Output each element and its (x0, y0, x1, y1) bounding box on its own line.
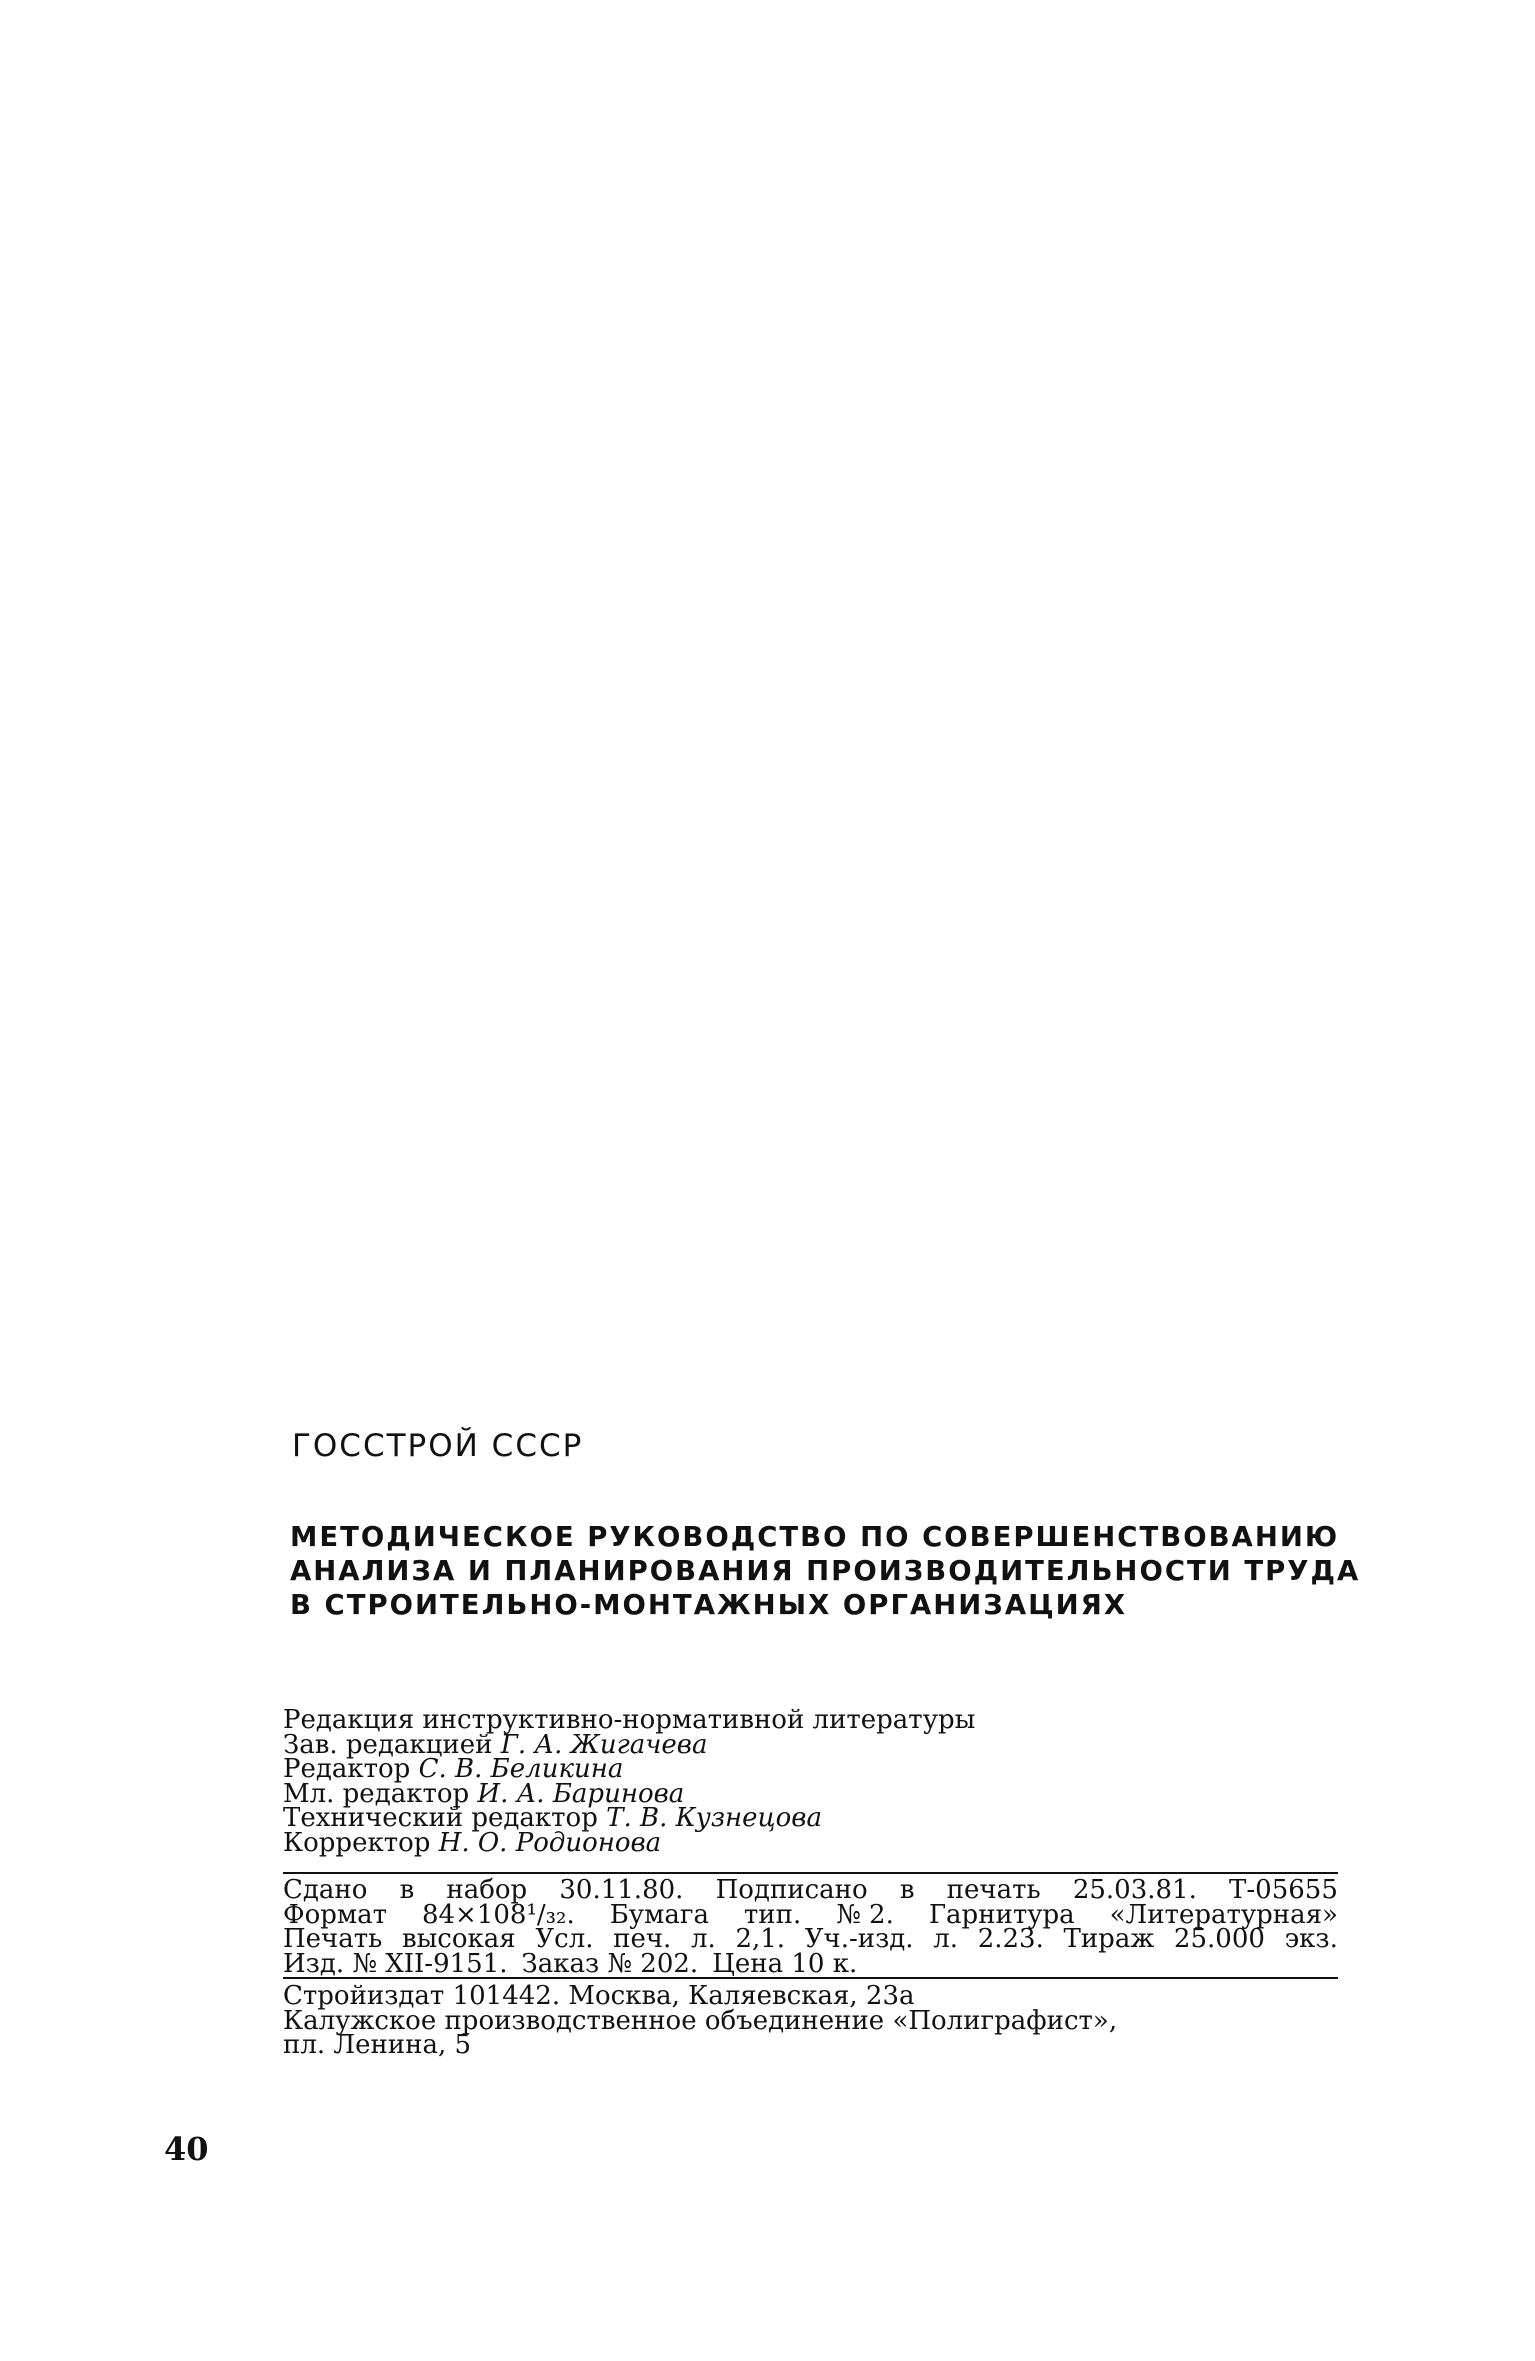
imprint-line-3 (283, 1924, 1338, 1954)
imprint-word: № 2. (836, 1899, 894, 1930)
imprint-word: Печать (283, 1924, 383, 1954)
organization-name: ГОССТРОЙ СССР (292, 1428, 584, 1464)
credit-person: С. В. Беликина (418, 1754, 624, 1784)
imprint-word: 84×108¹/₃₂. (421, 1899, 575, 1930)
publisher-line: Калужское производственное объединение «Полиграфист», (283, 2005, 1118, 2036)
imprint-word: экз. (1284, 1924, 1338, 1954)
divider-rule (283, 1977, 1338, 1979)
imprint-word: 2,1. (735, 1924, 786, 1954)
imprint-word: Усл. (535, 1924, 594, 1954)
divider-rule (283, 1872, 1338, 1874)
print-imprint (283, 1875, 1338, 1979)
imprint-word: 25.000 (1173, 1924, 1265, 1954)
credit-person: Н. О. Родионова (438, 1827, 662, 1858)
imprint-word: печать (946, 1875, 1041, 1905)
imprint-word: Уч.-изд. (804, 1924, 914, 1954)
imprint-word: 25.03.81. (1072, 1875, 1197, 1905)
imprint-word: Подписано (715, 1875, 868, 1905)
imprint-word: Гарнитура (928, 1899, 1075, 1930)
imprint-word: Т-05655 (1229, 1875, 1338, 1905)
title-line: В СТРОИТЕЛЬНО-МОНТАЖНЫХ ОРГАНИЗАЦИЯХ (290, 1589, 1128, 1621)
imprint-word: Формат (283, 1899, 387, 1930)
editorial-office: Редакция инструктивно-нормативной литературы (283, 1705, 976, 1735)
publisher-line: Стройиздат 101442. Москва, Каляевская, 23а (283, 1981, 915, 2011)
credit-label: Корректор (283, 1827, 431, 1858)
imprint-word: 2.23. (977, 1924, 1044, 1954)
imprint-word: 30.11.80. (559, 1875, 684, 1905)
title-line: АНАЛИЗА И ПЛАНИРОВАНИЯ ПРОИЗВОДИТЕЛЬНОСТИ ТРУДА (290, 1555, 1361, 1587)
title-line: МЕТОДИЧЕСКОЕ РУКОВОДСТВО ПО СОВЕРШЕНСТВОВАНИЮ (290, 1521, 1340, 1553)
imprint-word: «Литературная» (1109, 1899, 1338, 1930)
credit-label: Зав. редакцией (283, 1729, 493, 1760)
credit-label: Мл. редактор (283, 1778, 470, 1809)
imprint-word: Заказ № 202. (521, 1948, 699, 1979)
editorial-credits (283, 1705, 976, 1858)
imprint-word: высокая (401, 1924, 516, 1954)
imprint-word: л. (691, 1924, 716, 1954)
imprint-word: Изд. № XII-9151. (283, 1948, 508, 1979)
publisher-line: пл. Ленина, 5 (283, 2030, 472, 2060)
imprint-word: в (899, 1875, 915, 1905)
imprint-word: Сдано (283, 1875, 368, 1905)
imprint-word: в (399, 1875, 415, 1905)
credit-label: Технический редактор (283, 1803, 598, 1833)
page-number: 40 (164, 2130, 209, 2168)
imprint-line-4 (283, 1948, 1338, 1979)
book-title (290, 1520, 1361, 1622)
imprint-word: Тираж (1063, 1924, 1155, 1954)
imprint-word: Бумага (609, 1899, 709, 1930)
imprint-word: Цена 10 к. (712, 1948, 858, 1979)
credit-person: Т. В. Кузнецова (606, 1803, 822, 1833)
credit-label: Редактор (283, 1754, 411, 1784)
imprint-line-1 (283, 1875, 1338, 1905)
credit-person: Г. А. Жигачева (500, 1729, 708, 1760)
imprint-word: печ. (613, 1924, 672, 1954)
publisher-info (283, 1981, 1118, 2060)
credit-person: И. А. Баринова (477, 1778, 685, 1809)
imprint-word: набор (446, 1875, 528, 1905)
credit-proofreader (283, 1827, 975, 1858)
imprint-word: л. (933, 1924, 959, 1954)
imprint-word: тип. (743, 1899, 802, 1930)
